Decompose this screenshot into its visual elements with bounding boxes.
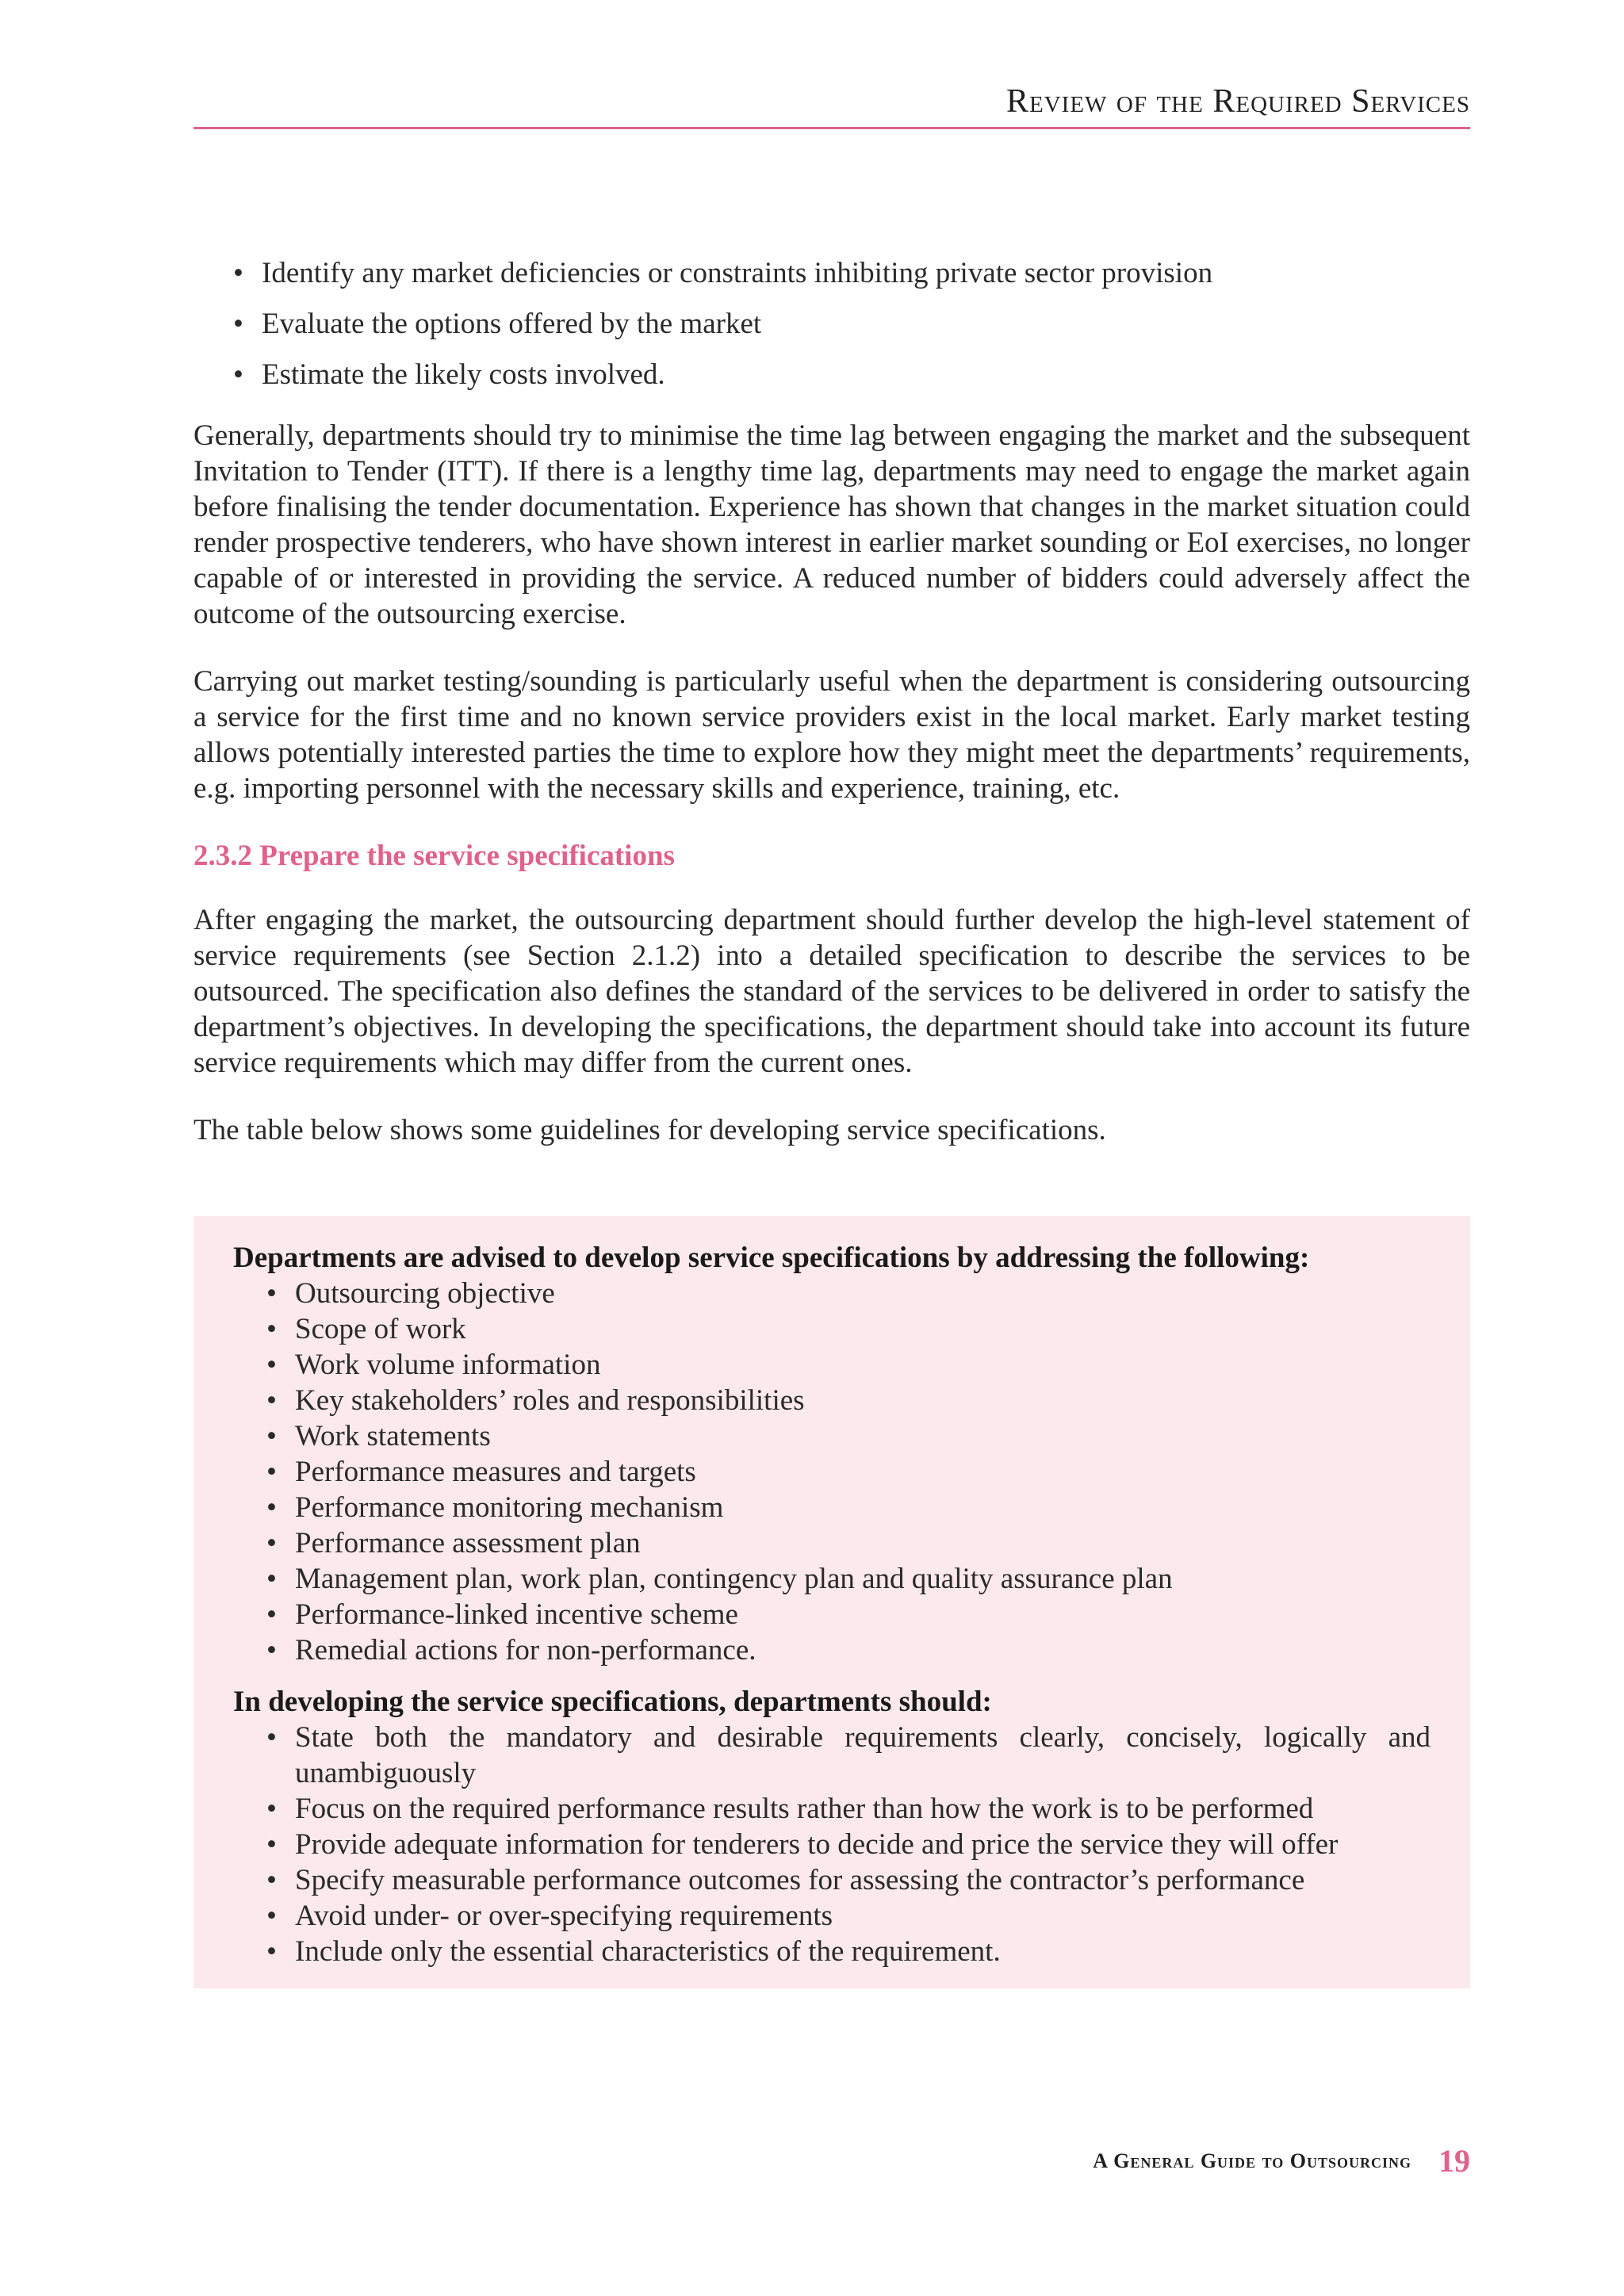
- list-item: • Outsourcing objective: [266, 1276, 1431, 1311]
- guidelines-title-should: In developing the service specifications, departments should:: [233, 1686, 992, 1718]
- list-item: • Focus on the required performance results rather than how the work is to be performed: [266, 1791, 1431, 1827]
- header-divider: [193, 127, 1470, 129]
- list-item: • Key stakeholders’ roles and responsibilities: [266, 1383, 1431, 1418]
- guidelines-title-addressing: Departments are advised to develop service specifications by addressing the following:: [233, 1242, 1310, 1274]
- paragraph-market-testing: Carrying out market testing/sounding is particularly useful when the department is considering outsourcing a service for the first time and no known service providers exist in the local market. Early market testing allows potentially interested parties the time to explore how they might meet the departments’ requirements, e.g. importing personnel with the necessary skills and experience, training, etc.: [193, 665, 1470, 805]
- list-item: • State both the mandatory and desirable requirements clearly, concisely, logically and unambiguously: [266, 1720, 1431, 1791]
- guidelines-box: [193, 1216, 1470, 1988]
- list-item: • Scope of work: [266, 1311, 1431, 1347]
- list-item: • Estimate the likely costs involved.: [233, 357, 1470, 392]
- list-item: • Work statements: [266, 1418, 1431, 1454]
- guidelines-list-should: [233, 1720, 1431, 1969]
- list-item: • Avoid under- or over-specifying requirements: [266, 1898, 1431, 1934]
- list-item: • Include only the essential characteristics of the requirement.: [266, 1934, 1431, 1969]
- list-item: • Remedial actions for non-performance.: [266, 1632, 1431, 1668]
- list-item: • Specify measurable performance outcomes for assessing the contractor’s performance: [266, 1862, 1431, 1898]
- intro-bullet-list: [193, 255, 1470, 392]
- list-item: • Management plan, work plan, contingency plan and quality assurance plan: [266, 1561, 1431, 1597]
- page-number: 19: [1438, 2143, 1470, 2179]
- list-item: • Identify any market deficiencies or constraints inhibiting private sector provision: [233, 255, 1470, 291]
- paragraph-specifications: After engaging the market, the outsourcing department should further develop the high-level statement of service requirements (see Section 2.1.2) into a detailed specification to describe the services to be outsourced. The specification also defines the standard of the services to be delivered in order to satisfy the department’s objectives. In developing the specifications, the department should take into account its future service requirements which may differ from the current ones.: [193, 904, 1470, 1079]
- list-item: • Performance monitoring mechanism: [266, 1490, 1431, 1525]
- list-item: • Performance-linked incentive scheme: [266, 1597, 1431, 1632]
- paragraph-time-lag: Generally, departments should try to minimise the time lag between engaging the market and the subsequent Invitation to Tender (ITT). If there is a lengthy time lag, departments may need to engage the market again before finalising the tender documentation. Experience has shown that changes in the market situation could render prospective tenderers, who have shown interest in earlier market sounding or EoI exercises, no longer capable of or interested in providing the service. A reduced number of bidders could adversely affect the outcome of the outsourcing exercise.: [193, 419, 1470, 630]
- list-item: • Performance assessment plan: [266, 1525, 1431, 1561]
- paragraph-table-intro: The table below shows some guidelines for developing service specifications.: [193, 1114, 1106, 1146]
- footer-guide-title: A General Guide to Outsourcing: [1093, 2149, 1411, 2172]
- list-item: • Work volume information: [266, 1347, 1431, 1383]
- main-content: [193, 255, 1470, 1180]
- list-item: • Provide adequate information for tenderers to decide and price the service they will offer: [266, 1827, 1431, 1862]
- list-item: • Evaluate the options offered by the market: [233, 306, 1470, 342]
- guidelines-list-addressing: [233, 1276, 1431, 1668]
- section-heading: 2.3.2 Prepare the service specifications: [193, 840, 675, 872]
- list-item: • Performance measures and targets: [266, 1454, 1431, 1490]
- running-header-title: Review of the Required Services: [1005, 83, 1470, 120]
